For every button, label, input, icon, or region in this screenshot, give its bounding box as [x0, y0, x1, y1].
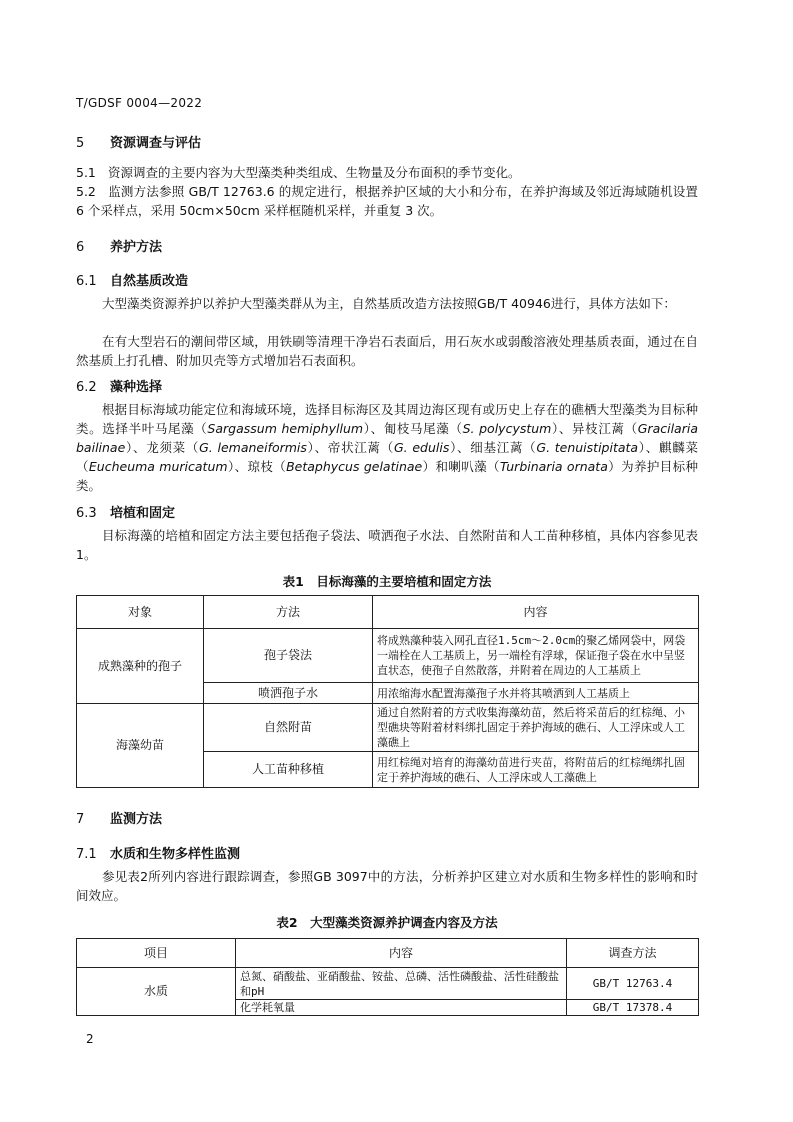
text-run: ）、帝状江蓠（ — [306, 440, 394, 455]
table-row — [77, 704, 699, 752]
table-header-cell: 对象 — [77, 596, 204, 629]
method-cell: 喷洒孢子水 — [204, 683, 373, 704]
content-cell: 将成熟藻种装入网孔直径1.5cm～2.0cm的聚乙烯网袋中，网袋一端栓在人工基质上，另一端栓有浮球，保证孢子袋在水中呈竖直状态，使孢子自然散落，并附着在周边的人工基质上 — [373, 629, 699, 683]
standard-number: T/GDSF 0004—2022 — [76, 96, 203, 110]
method-cell: 人工苗种移植 — [204, 752, 373, 788]
clause-number: 5.1 — [76, 165, 96, 180]
subsection-number: 7.1 — [76, 847, 97, 862]
table-header-cell: 内容 — [236, 939, 567, 968]
section-number: 5 — [76, 136, 85, 151]
section-7-heading — [76, 808, 162, 827]
content-cell: 化学耗氧量 — [236, 1000, 567, 1016]
paragraph-6-2 — [76, 400, 698, 495]
clause-text: 监测方法参照 GB/T 12763.6 的规定进行，根据养护区域的大小和分布，在养护海域及邻近海域随机设置 6 个采样点，采用 50cm×50cm 采样框随机采样，并重复 3 次。 — [76, 184, 698, 218]
species-name: Gracilaria bailinae — [76, 421, 698, 455]
table-header-row — [77, 596, 699, 629]
section-5-heading — [76, 132, 201, 151]
species-name: S. polycystum — [462, 421, 552, 436]
group-cell: 水质 — [77, 968, 236, 1016]
section-number: 6 — [76, 240, 85, 255]
content-cell: 通过自然附着的方式收集海藻幼苗，然后将采苗后的红棕绳、小型礁块等附着材料绑扎固定于养护海域的礁石、人工浮床或人工藻礁上 — [373, 704, 699, 752]
table-header-cell: 方法 — [204, 596, 373, 629]
method-cell: 孢子袋法 — [204, 629, 373, 683]
section-number: 7 — [76, 812, 85, 827]
clause-5-1 — [76, 163, 698, 182]
text-run: ）、琼枝（ — [227, 459, 287, 474]
group-cell: 成熟藻种的孢子 — [77, 629, 204, 704]
group-cell: 海藻幼苗 — [77, 704, 204, 788]
method-cell: GB/T 12763.4 — [567, 968, 699, 1000]
text-run: ）、龙须菜（ — [125, 440, 200, 455]
subsection-title: 自然基质改造 — [110, 274, 189, 289]
subsection-title: 藻种选择 — [110, 380, 163, 395]
section-title: 养护方法 — [110, 240, 163, 255]
paragraph-6-3: 目标海藻的培植和固定方法主要包括孢子袋法、喷洒孢子水法、自然附苗和人工苗种移植，具体内容参见表1。 — [76, 528, 698, 562]
content-cell: 用浓缩海水配置海藻孢子水并将其喷洒到人工基质上 — [373, 683, 699, 704]
method-cell: 自然附苗 — [204, 704, 373, 752]
paragraph-6-1-a: 大型藻类资源养护以养护大型藻类群从为主，自然基质改造方法按照GB/T 40946进行，具体方法如下： — [102, 296, 676, 311]
section-6-heading — [76, 236, 162, 255]
text-run: ）、细基江蓠（ — [449, 440, 537, 455]
clause-5-2 — [76, 182, 698, 220]
table-1-caption: 表1 目标海藻的主要培植和固定方法 — [282, 574, 492, 589]
subsection-7-1-heading — [76, 843, 240, 862]
table-2 — [76, 938, 699, 1016]
species-name: G. edulis — [393, 440, 450, 455]
species-name: Turbinaria ornata — [499, 459, 608, 474]
text-run: ）、异枝江蓠（ — [551, 421, 638, 436]
clause-number: 5.2 — [76, 184, 96, 199]
subsection-6-3-heading — [76, 502, 175, 521]
content-cell: 用红棕绳对培育的海藻幼苗进行夹苗，将附苗后的红棕绳绑扎固定于养护海域的礁石、人工浮床或人工藻礁上 — [373, 752, 699, 788]
paragraph-7-1: 参见表2所列内容进行跟踪调查，参照GB 3097中的方法，分析养护区建立对水质和生物多样性的影响和时间效应。 — [76, 869, 698, 903]
content-cell: 总氮、硝酸盐、亚硝酸盐、铵盐、总磷、活性磷酸盐、活性硅酸盐和pH — [236, 968, 567, 1000]
text-run: 根据目标海域功能定位和海域环境，选择目标海区及其周边海区现有或历史上存在的礁栖大型藻类为目标种类。选择半叶马尾藻（ — [76, 402, 698, 436]
text-run: ）、麒麟菜（ — [76, 440, 698, 474]
method-cell: GB/T 17378.4 — [567, 1000, 699, 1016]
table-header-row — [77, 939, 699, 968]
subsection-title: 水质和生物多样性监测 — [110, 847, 241, 862]
table-row — [77, 629, 699, 683]
table-2-caption: 表2 大型藻类资源养护调查内容及方法 — [276, 915, 498, 930]
species-name: Sargassum hemiphyllum — [207, 421, 364, 436]
species-name: G. tenuistipitata — [536, 440, 639, 455]
text-run: ）和喇叭藻（ — [422, 459, 500, 474]
species-name: Eucheuma muricatum — [88, 459, 228, 474]
species-name: G. lemaneiformis — [199, 440, 307, 455]
section-title: 监测方法 — [110, 812, 163, 827]
section-title: 资源调查与评估 — [110, 136, 202, 151]
table-header-cell: 调查方法 — [567, 939, 699, 968]
species-name: Betaphycus gelatinae — [286, 459, 423, 474]
table-header-cell: 项目 — [77, 939, 236, 968]
clause-text: 资源调查的主要内容为大型藻类种类组成、生物量及分布面积的季节变化。 — [108, 165, 521, 180]
subsection-number: 6.1 — [76, 274, 97, 289]
text-run: ）、匍枝马尾藻（ — [363, 421, 463, 436]
paragraph-6-1-b: 在有大型岩石的潮间带区域，用铁刷等清理干净岩石表面后，用石灰水或弱酸溶液处理基质表面，通过在自然基质上打孔槽、附加贝壳等方式增加岩石表面积。 — [76, 334, 698, 368]
subsection-title: 培植和固定 — [110, 506, 176, 521]
subsection-6-2-heading — [76, 376, 162, 395]
subsection-number: 6.3 — [76, 506, 97, 521]
subsection-6-1-heading — [76, 270, 188, 289]
table-1 — [76, 595, 699, 788]
subsection-number: 6.2 — [76, 380, 97, 395]
text-run: ）为养护目标种类。 — [76, 459, 698, 493]
table-row — [77, 968, 699, 1000]
page-number: 2 — [86, 1032, 94, 1046]
table-header-cell: 内容 — [373, 596, 699, 629]
